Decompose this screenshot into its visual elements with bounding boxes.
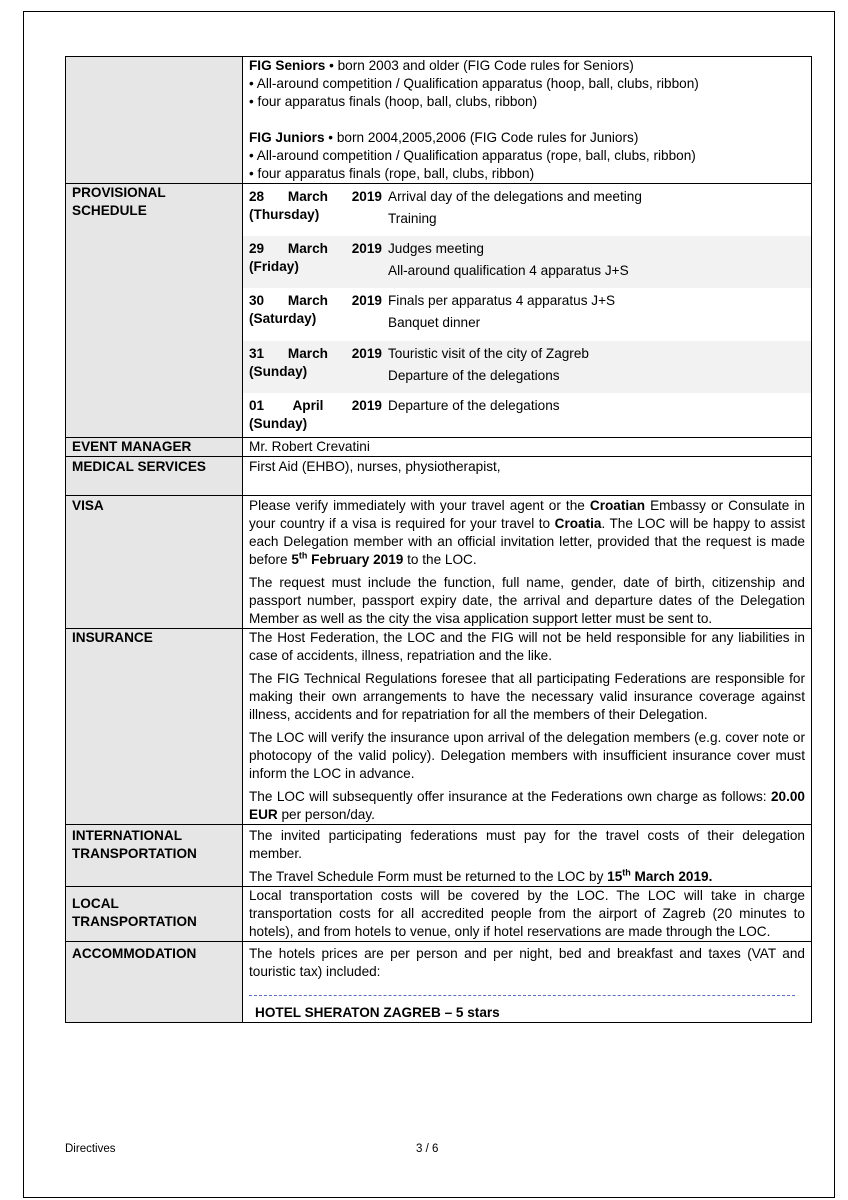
seniors-line-1: • All-around competition / Qualification apparatus (hoop, ball, clubs, ribbon) bbox=[249, 76, 699, 91]
schedule-row bbox=[66, 184, 812, 438]
local-transport-row bbox=[66, 887, 812, 942]
medical-row bbox=[66, 457, 812, 496]
insurance-label: INSURANCE bbox=[66, 629, 243, 825]
hotel-name: HOTEL SHERATON ZAGREB – 5 stars bbox=[255, 1005, 500, 1020]
medical-value: First Aid (EHBO), nurses, physiotherapist, bbox=[243, 457, 812, 496]
visa-content bbox=[243, 496, 812, 629]
juniors-line-2: • four apparatus finals (rope, ball, clubs, ribbon) bbox=[249, 166, 535, 181]
schedule-date: 29 March 2019 (Friday) bbox=[243, 236, 382, 288]
insurance-row bbox=[66, 629, 812, 825]
medical-label: MEDICAL SERVICES bbox=[66, 457, 243, 496]
visa-label: VISA bbox=[66, 496, 243, 629]
accommodation-paragraph: The hotels prices are per person and per night, bed and breakfast and taxes (VAT and touristic tax) included: bbox=[249, 946, 805, 979]
categories-row bbox=[66, 57, 812, 184]
event-manager-label: EVENT MANAGER bbox=[66, 438, 243, 457]
schedule-item bbox=[243, 393, 811, 437]
schedule-item bbox=[243, 288, 811, 341]
visa-paragraph-2: The request must include the function, full name, gender, date of birth, citizenship and passport number, passport expiry date, the arrival and departure dates of the Delegation Member as well as the city the visa application support letter must be sent to. bbox=[249, 575, 805, 626]
juniors-heading bbox=[249, 129, 805, 147]
categories-content bbox=[243, 57, 812, 184]
insurance-paragraph-3: The LOC will verify the insurance upon arrival of the delegation members (e.g. cover note or photocopy of the valid policy). Delegation members with insufficient insurance cover must inform the LOC in advance. bbox=[249, 730, 805, 781]
event-manager-row bbox=[66, 438, 812, 457]
dashed-separator bbox=[249, 995, 795, 996]
insurance-paragraph-4: The LOC will subsequently offer insurance at the Federations own charge as follows: 20.00 EUR per person/day. bbox=[249, 789, 805, 822]
schedule-date: 31 March 2019 (Sunday) bbox=[243, 341, 382, 393]
insurance-paragraph-2: The FIG Technical Regulations foresee that all participating Federations are responsible for making their own arrangements to have the necessary valid insurance coverage against illness, accidents and for repatriation for all the members of their Delegation. bbox=[249, 671, 805, 722]
schedule-table bbox=[243, 184, 811, 437]
visa-row bbox=[66, 496, 812, 629]
accommodation-row bbox=[66, 942, 812, 1023]
schedule-description: Touristic visit of the city of Zagreb Departure of the delegations bbox=[382, 341, 811, 393]
schedule-item bbox=[243, 184, 811, 236]
insurance-content bbox=[243, 629, 812, 825]
accommodation-label: ACCOMMODATION bbox=[66, 942, 243, 1023]
juniors-text: • born 2004,2005,2006 (FIG Code rules for Juniors) bbox=[324, 130, 639, 145]
intl-transport-paragraph-1: The invited participating federations must pay for the travel costs of their delegation member. bbox=[249, 828, 805, 861]
schedule-description: Judges meeting All-around qualification 4 apparatus J+S bbox=[382, 236, 811, 288]
seniors-line-2: • four apparatus finals (hoop, ball, clubs, ribbon) bbox=[249, 94, 538, 109]
footer-label: Directives bbox=[65, 1143, 116, 1155]
intl-transport-content bbox=[243, 825, 812, 887]
intl-transport-paragraph-2: The Travel Schedule Form must be returned to the LOC by 15th March 2019. bbox=[249, 867, 713, 884]
schedule-description: Arrival day of the delegations and meeting Training bbox=[388, 189, 642, 226]
event-manager-value: Mr. Robert Crevatini bbox=[243, 438, 812, 457]
accommodation-content bbox=[243, 942, 812, 1023]
schedule-item bbox=[243, 341, 811, 393]
schedule-date: 30 March 2019 (Saturday) bbox=[249, 293, 382, 326]
categories-label-cell bbox=[66, 57, 243, 184]
schedule-date: 01 April 2019 (Sunday) bbox=[249, 398, 382, 431]
directives-table bbox=[65, 56, 812, 1023]
juniors-line-1: • All-around competition / Qualification apparatus (rope, ball, clubs, ribbon) bbox=[249, 148, 696, 163]
seniors-text: • born 2003 and older (FIG Code rules for Seniors) bbox=[325, 58, 634, 73]
seniors-title: FIG Seniors bbox=[249, 58, 326, 73]
insurance-paragraph-1: The Host Federation, the LOC and the FIG will not be held responsible for any liabilities in case of accidents, illness, repatriation and the like. bbox=[249, 630, 805, 663]
intl-transport-label: INTERNATIONAL TRANSPORTATION bbox=[66, 825, 243, 887]
local-transport-content: Local transportation costs will be covered by the LOC. The LOC will take in charge transportation costs for all accredited people from the airport of Zagreb (20 minutes to hotels), and from hotels to venue, only if hotel reservations are made through the LOC. bbox=[243, 887, 812, 942]
juniors-title: FIG Juniors bbox=[249, 130, 325, 145]
schedule-item bbox=[243, 236, 811, 288]
intl-transport-row bbox=[66, 825, 812, 887]
local-transport-label: LOCAL TRANSPORTATION bbox=[66, 887, 243, 942]
schedule-content bbox=[243, 184, 812, 438]
schedule-date: 28 March 2019 (Thursday) bbox=[249, 189, 382, 222]
visa-paragraph-1: Please verify immediately with your travel agent or the Croatian Embassy or Consulate in your country if a visa is required for your travel to Croatia. The LOC will be happy to assist each Delegation member with an official invitation letter, provided that the request is made before 5th February 2019 to the LOC. bbox=[249, 498, 805, 567]
schedule-description: Departure of the delegations bbox=[388, 398, 560, 413]
page-number: 3 / 6 bbox=[416, 1143, 439, 1155]
schedule-label: PROVISIONAL SCHEDULE bbox=[66, 184, 243, 438]
schedule-description: Finals per apparatus 4 apparatus J+S Banquet dinner bbox=[388, 293, 616, 330]
seniors-heading bbox=[249, 57, 805, 75]
